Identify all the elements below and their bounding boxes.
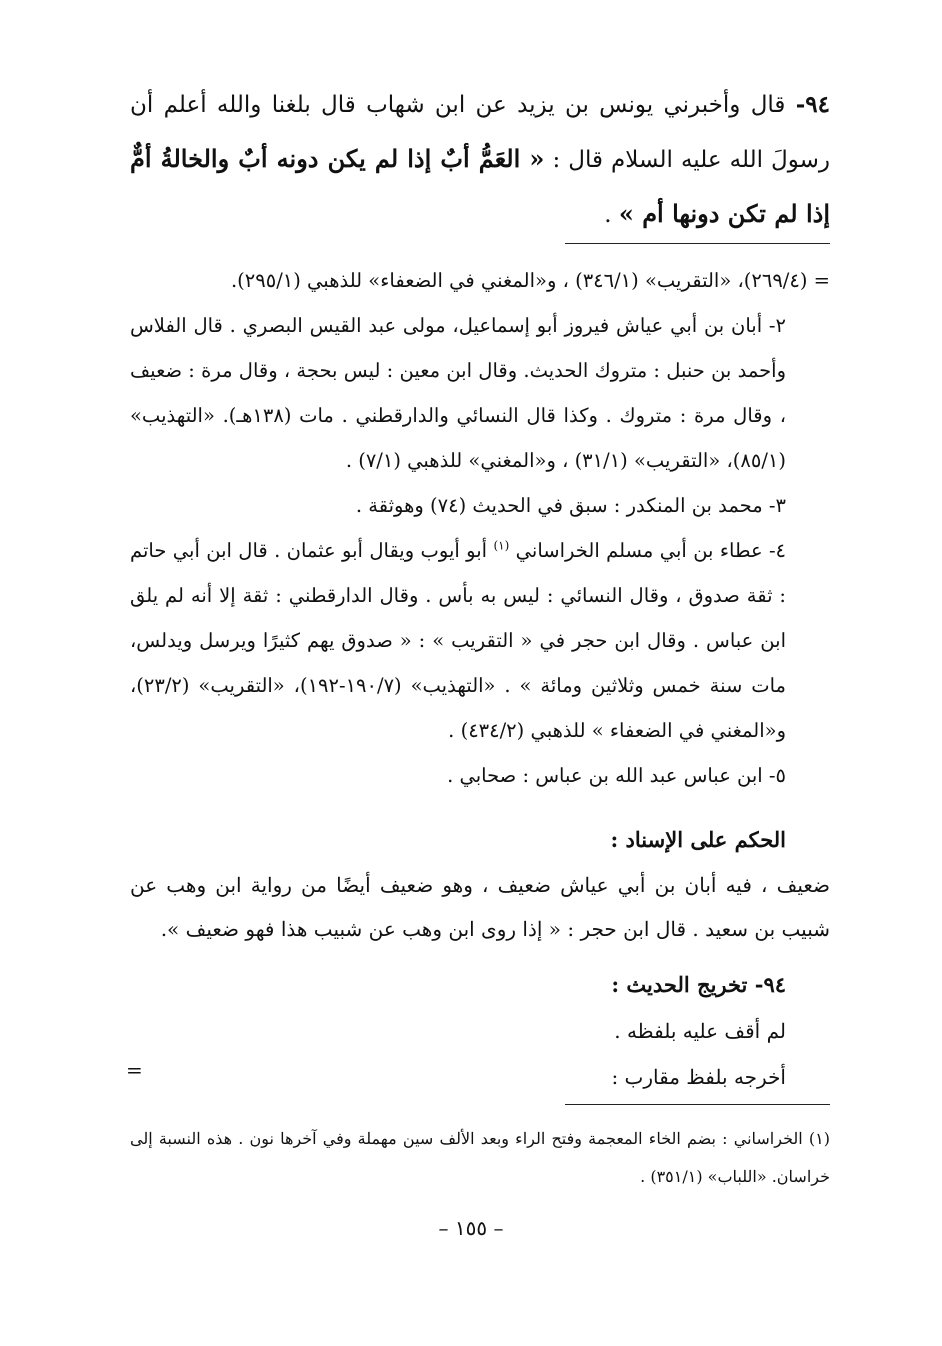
takhrij-line-1: لم أقف عليه بلفظه . (614, 1019, 786, 1043)
footnote (130, 1120, 830, 1196)
main-separator (565, 243, 830, 244)
continuation-mark: = (126, 1058, 143, 1082)
note-narrator-4-body: أبو أيوب ويقال أبو عثمان . قال ابن أبي حاتم : ثقة صدوق ، وقال النسائي : ليس به بأس . وقال الدارقطني : ثقة إلا أنه لم يلق ابن عباس . وقال ابن حجر في « التقريب » : « صدوق يهم كثيرًا ويرسل ويدلس، مات سنة خمس وثلاثين ومائة » . «التهذيب» (١٩٠/٧-١٩٢)، «التقريب» (٢٣/٢)، و«المغني في الضعفاء » للذهبي (٤٣٤/٢) . (130, 539, 786, 742)
note-narrator-2: ٢- أبان بن أبي عياش فيروز أبو إسماعيل، مولى عبد القيس البصري . قال الفلاس وأحمد بن حنبل : متروك الحديث. وقال ابن معين : ليس بحجة ، وقال مرة : ضعيف ، وقال مرة : متروك . وكذا قال النسائي والدارقطني . مات (١٣٨هـ). «التهذيب» (٨٥/١)، «التقريب» (٣١/١) ، و«المغني» للذهبي (٧/١) . (130, 314, 787, 472)
narrator-notes (130, 258, 830, 798)
note-narrator-5: ٥- ابن عباس عبد الله بن عباس : صحابي . (447, 764, 786, 787)
hadith-text (130, 78, 830, 242)
hadith-number: ٩٤- (795, 91, 830, 118)
hadith-end: . (604, 202, 612, 228)
takhrij-line-2: أخرجه بلفظ مقارب : (611, 1065, 786, 1089)
page-number: – ١٥٥ – (438, 1216, 504, 1240)
footnote-ref: (١) (493, 538, 510, 553)
note-continuation: = (٢٦٩/٤)، «التقريب» (٣٤٦/١) ، و«المغني في الضعفاء» للذهبي (٢٩٥/١). (230, 269, 830, 292)
hadith-matn: « العَمُّ أبٌ إذا لم يكن دونه أبٌ والخالةُ أمٌّ إذا لم تكن دونها أم » (130, 144, 830, 228)
note-narrator-4 (130, 528, 830, 753)
footnote-text: (١) الخراساني : بضم الخاء المعجمة وفتح الراء وبعد الألف سين مهملة وفي آخرها نون . هذه النسبة إلى خراسان. «اللباب» (٣٥١/١) . (130, 1129, 830, 1186)
footnote-separator (565, 1104, 830, 1105)
isnad-ruling-heading: الحكم على الإسناد : (610, 827, 786, 852)
isnad-ruling-section (130, 817, 830, 951)
note-narrator-4-name: ٤- عطاء بن أبي مسلم الخراساني (515, 539, 787, 562)
hadith-chain: قال وأخبرني يونس بن يزيد عن ابن شهاب قال بلغنا والله أعلم أن رسولَ الله عليه السلام قال : (130, 92, 831, 173)
takhrij-heading: ٩٤- تخريج الحديث : (611, 972, 786, 997)
takhrij-section (130, 962, 830, 1100)
isnad-ruling-text: ضعيف ، فيه أبان بن أبي عياش ضعيف ، وهو ضعيف أيضًا من رواية ابن وهب عن شبيب بن سعيد . قال ابن حجر : « إذا روى ابن وهب عن شبيب هذا فهو ضعيف ». (130, 873, 830, 941)
note-narrator-3: ٣- محمد بن المنكدر : سبق في الحديث (٧٤) وهوثقة . (355, 494, 786, 517)
